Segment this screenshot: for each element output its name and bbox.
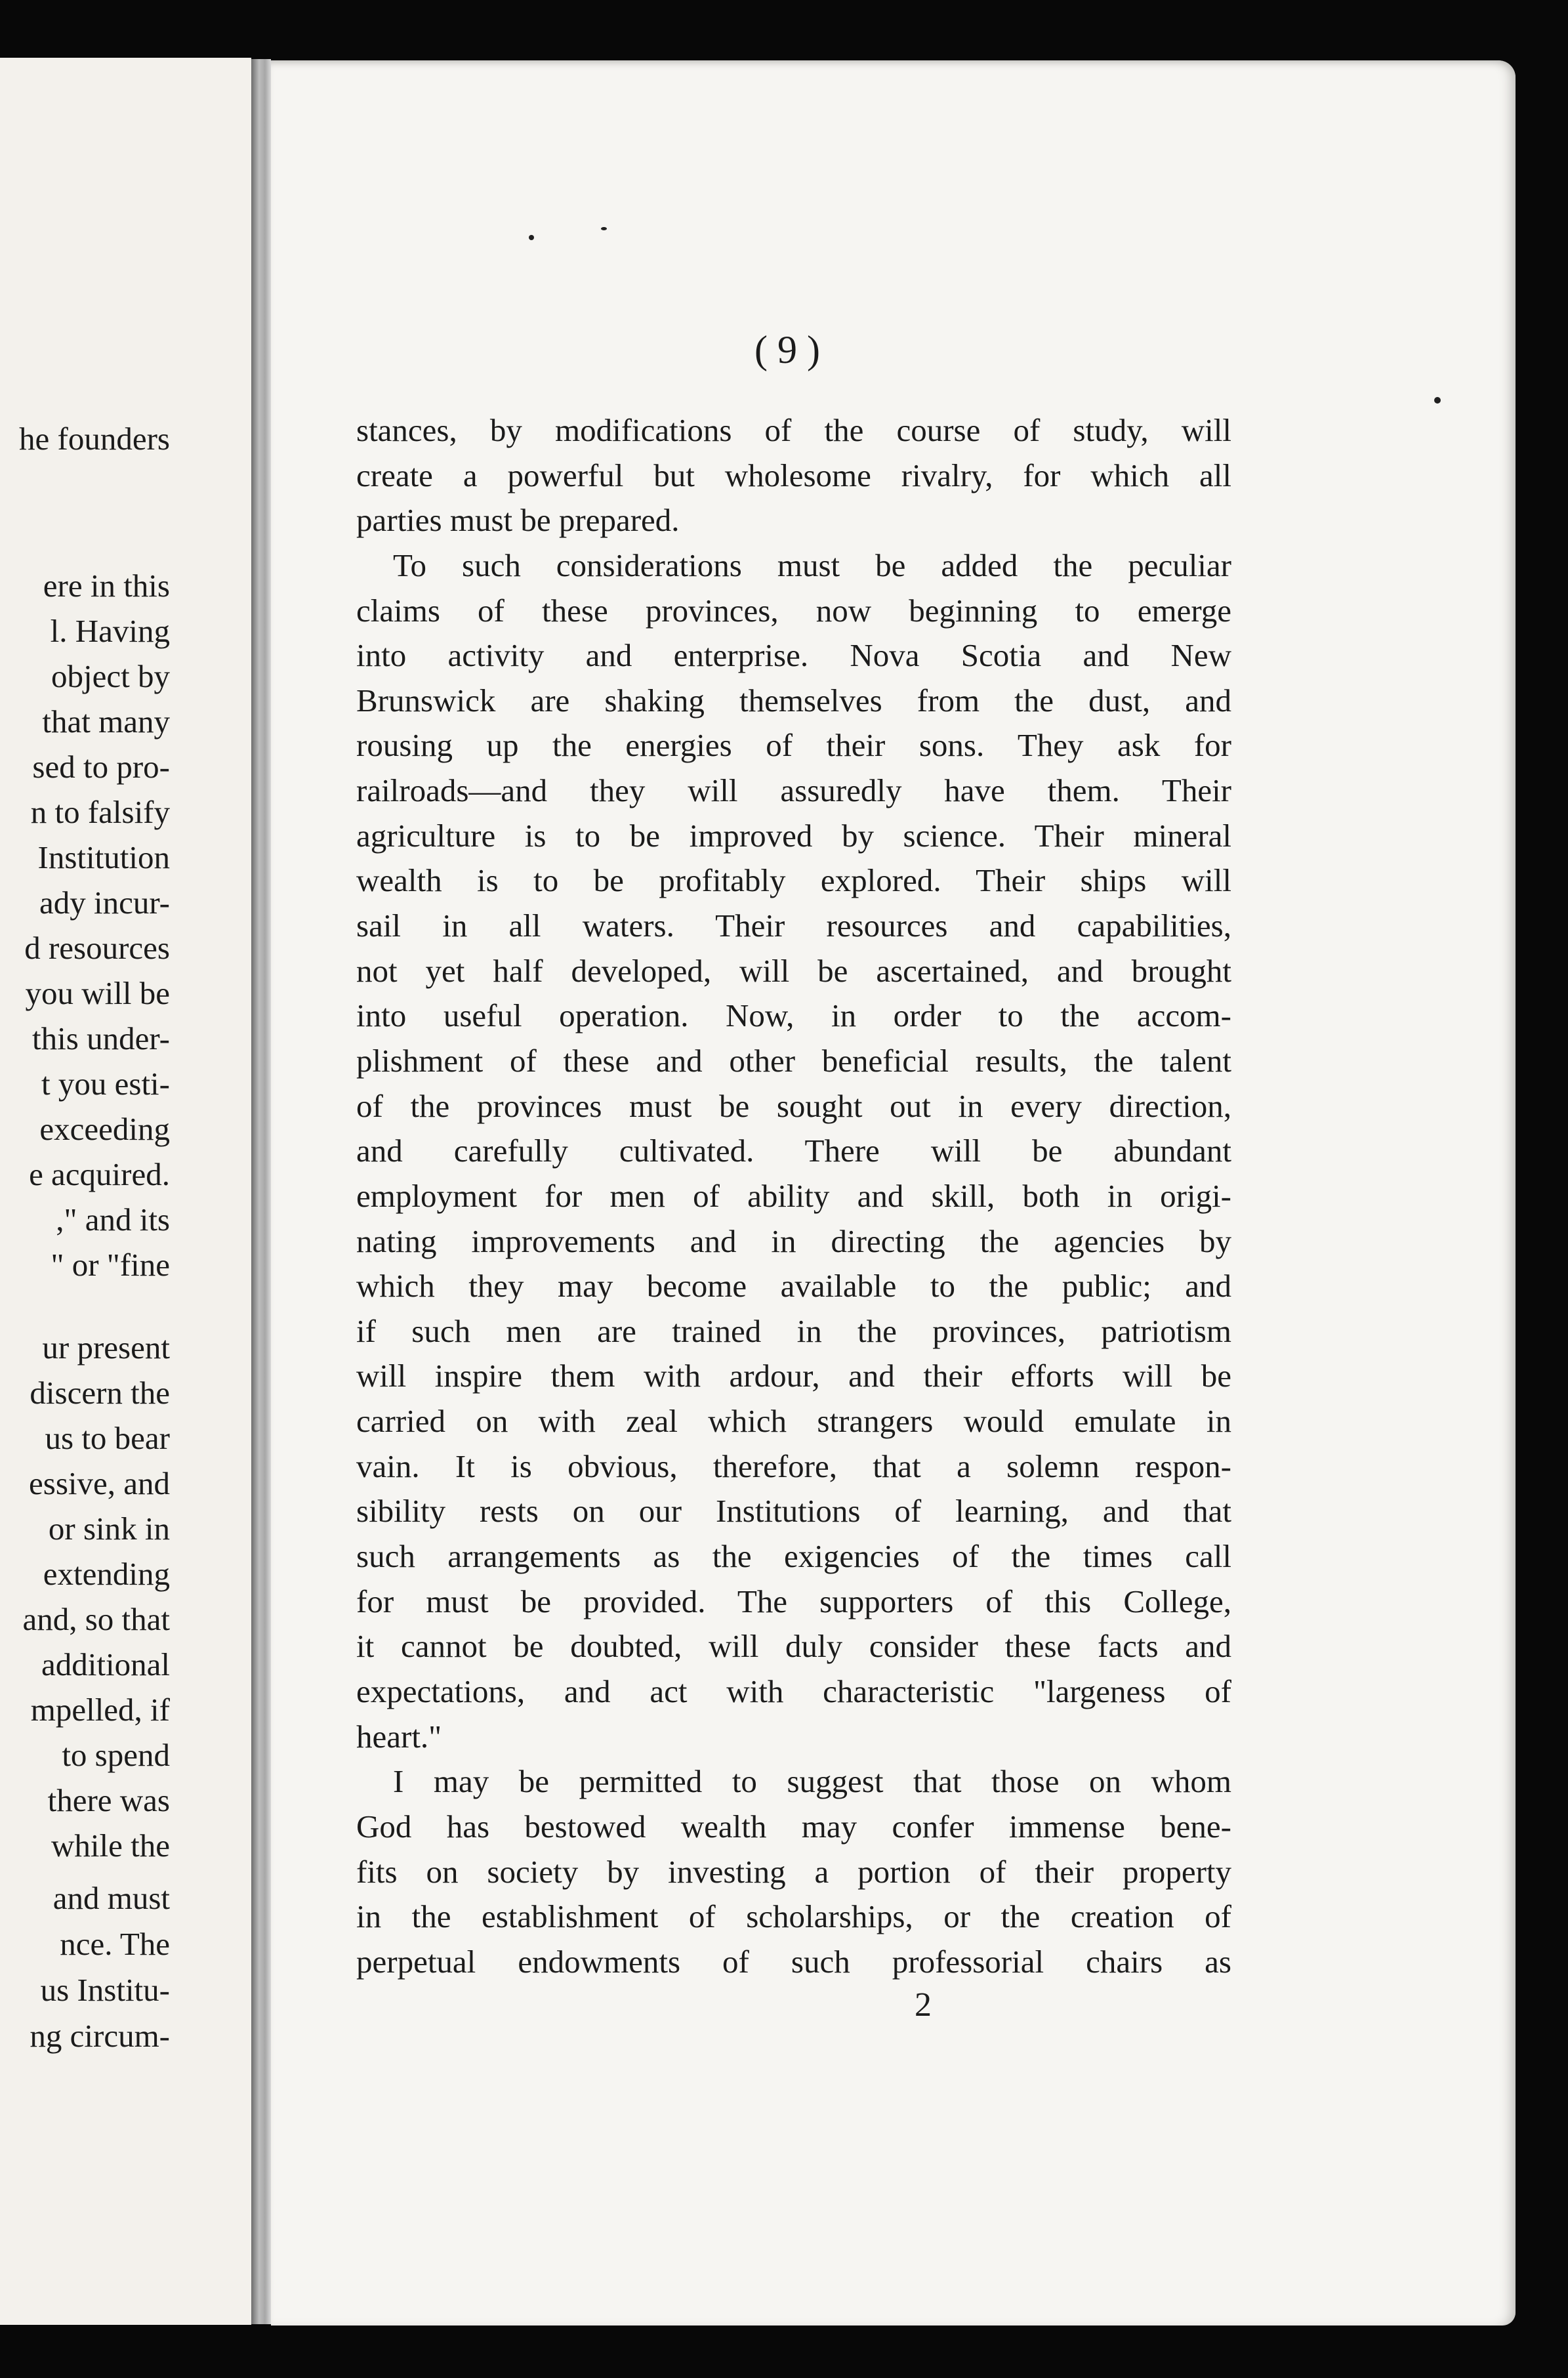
- text-line: I may be permitted to suggest that those on whom: [393, 1763, 1231, 1800]
- text-line: for must be provided. The supporters of this College,: [356, 1583, 1231, 1619]
- left-page-line: ady incur-: [39, 885, 170, 921]
- left-page-line: and must: [52, 1880, 170, 1916]
- text-line: wealth is to be profitably explored. Their ships will: [356, 862, 1231, 899]
- text-line: rousing up the energies of their sons. They ask for: [356, 727, 1231, 764]
- left-page-line: mpelled, if: [30, 1692, 170, 1728]
- text-line: in the establishment of scholarships, or the creation of: [356, 1898, 1231, 1935]
- text-line: parties must be prepared.: [356, 502, 680, 539]
- left-page-line: additional: [41, 1646, 170, 1682]
- body-text: [356, 408, 1231, 1984]
- left-page-line: e acquired.: [29, 1156, 170, 1192]
- text-line: not yet half developed, will be ascertained, and brought: [356, 952, 1231, 989]
- text-line: sail in all waters. Their resources and capabilities,: [356, 907, 1231, 944]
- left-page-line: object by: [51, 658, 170, 694]
- page-number: ( 9 ): [754, 328, 820, 371]
- text-line: expectations, and act with characteristic "largeness of: [356, 1673, 1231, 1709]
- ink-speck: [529, 235, 534, 240]
- text-line: it cannot be doubted, will duly consider these facts and: [356, 1628, 1231, 1665]
- text-line: of the provinces must be sought out in every direction,: [356, 1087, 1231, 1124]
- text-line: railroads—and they will assuredly have them. Their: [356, 772, 1231, 809]
- text-line: vain. It is obvious, therefore, that a solemn respon-: [356, 1448, 1231, 1484]
- text-line: and carefully cultivated. There will be abundant: [356, 1133, 1231, 1169]
- text-line: create a powerful but wholesome rivalry, for which all: [356, 457, 1231, 493]
- text-line: if such men are trained in the provinces, patriotism: [356, 1312, 1231, 1349]
- left-page-line: ng circum-: [30, 2018, 170, 2054]
- text-line: nating improvements and in directing the agencies by: [356, 1222, 1231, 1259]
- left-page-line: Institution: [37, 839, 170, 875]
- book-gutter: [251, 59, 271, 2324]
- left-page-line: t you esti-: [41, 1066, 170, 1102]
- left-page-line: extending: [43, 1556, 170, 1592]
- left-page-line: essive, and: [29, 1465, 170, 1501]
- ink-speck: [1434, 397, 1441, 404]
- left-page-line: that many: [42, 703, 170, 740]
- left-page-line: he founders: [19, 421, 170, 457]
- left-page-line: ," and its: [56, 1201, 170, 1238]
- left-page-line: us to bear: [45, 1420, 170, 1456]
- left-page-line: exceeding: [39, 1111, 170, 1147]
- left-page-line: " or "fine: [51, 1247, 170, 1283]
- text-line: employment for men of ability and skill, both in origi-: [356, 1177, 1231, 1214]
- text-line: God has bestowed wealth may confer immense bene-: [356, 1808, 1231, 1845]
- text-line: heart.": [356, 1718, 442, 1755]
- text-line: To such considerations must be added the peculiar: [393, 547, 1231, 583]
- left-page-line: sed to pro-: [32, 749, 170, 785]
- left-page-line: nce. The: [60, 1926, 170, 1962]
- left-page-line: discern the: [30, 1375, 170, 1411]
- signature-mark: 2: [915, 1986, 932, 2024]
- text-line: sibility rests on our Institutions of learning, and that: [356, 1493, 1231, 1530]
- left-page-line: and, so that: [22, 1601, 170, 1637]
- left-page-line: d resources: [24, 930, 170, 966]
- left-page-line: l. Having: [50, 613, 170, 649]
- text-line: claims of these provinces, now beginning to emerge: [356, 592, 1231, 629]
- text-line: such arrangements as the exigencies of the times call: [356, 1538, 1231, 1575]
- text-line: into activity and enterprise. Nova Scotia and New: [356, 637, 1231, 674]
- left-page-line: or sink in: [48, 1511, 170, 1547]
- text-line: plishment of these and other beneficial results, the talent: [356, 1042, 1231, 1079]
- text-line: fits on society by investing a portion of their property: [356, 1853, 1231, 1890]
- left-page-line: ere in this: [43, 568, 170, 604]
- left-page-line: while the: [51, 1827, 170, 1864]
- left-page-line: this under-: [32, 1020, 170, 1056]
- left-page: [0, 58, 251, 2325]
- left-page-line: to spend: [62, 1737, 170, 1773]
- text-line: perpetual endowments of such professorial chairs as: [356, 1943, 1231, 1980]
- text-line: carried on with zeal which strangers would emulate in: [356, 1403, 1231, 1440]
- text-line: Brunswick are shaking themselves from the dust, and: [356, 682, 1231, 719]
- left-page-line: there was: [47, 1782, 170, 1818]
- text-line: which they may become available to the public; and: [356, 1268, 1231, 1304]
- left-page-line: ur present: [42, 1329, 170, 1366]
- ink-speck: [601, 227, 607, 230]
- left-page-line: you will be: [25, 975, 170, 1011]
- text-line: stances, by modifications of the course of study, will: [356, 412, 1231, 448]
- text-line: into useful operation. Now, in order to the accom-: [356, 997, 1231, 1034]
- left-page-line: us Institu-: [40, 1972, 170, 2008]
- text-line: agriculture is to be improved by science. Their mineral: [356, 817, 1231, 854]
- text-line: will inspire them with ardour, and their efforts will be: [356, 1358, 1231, 1394]
- left-page-line: n to falsify: [30, 794, 170, 830]
